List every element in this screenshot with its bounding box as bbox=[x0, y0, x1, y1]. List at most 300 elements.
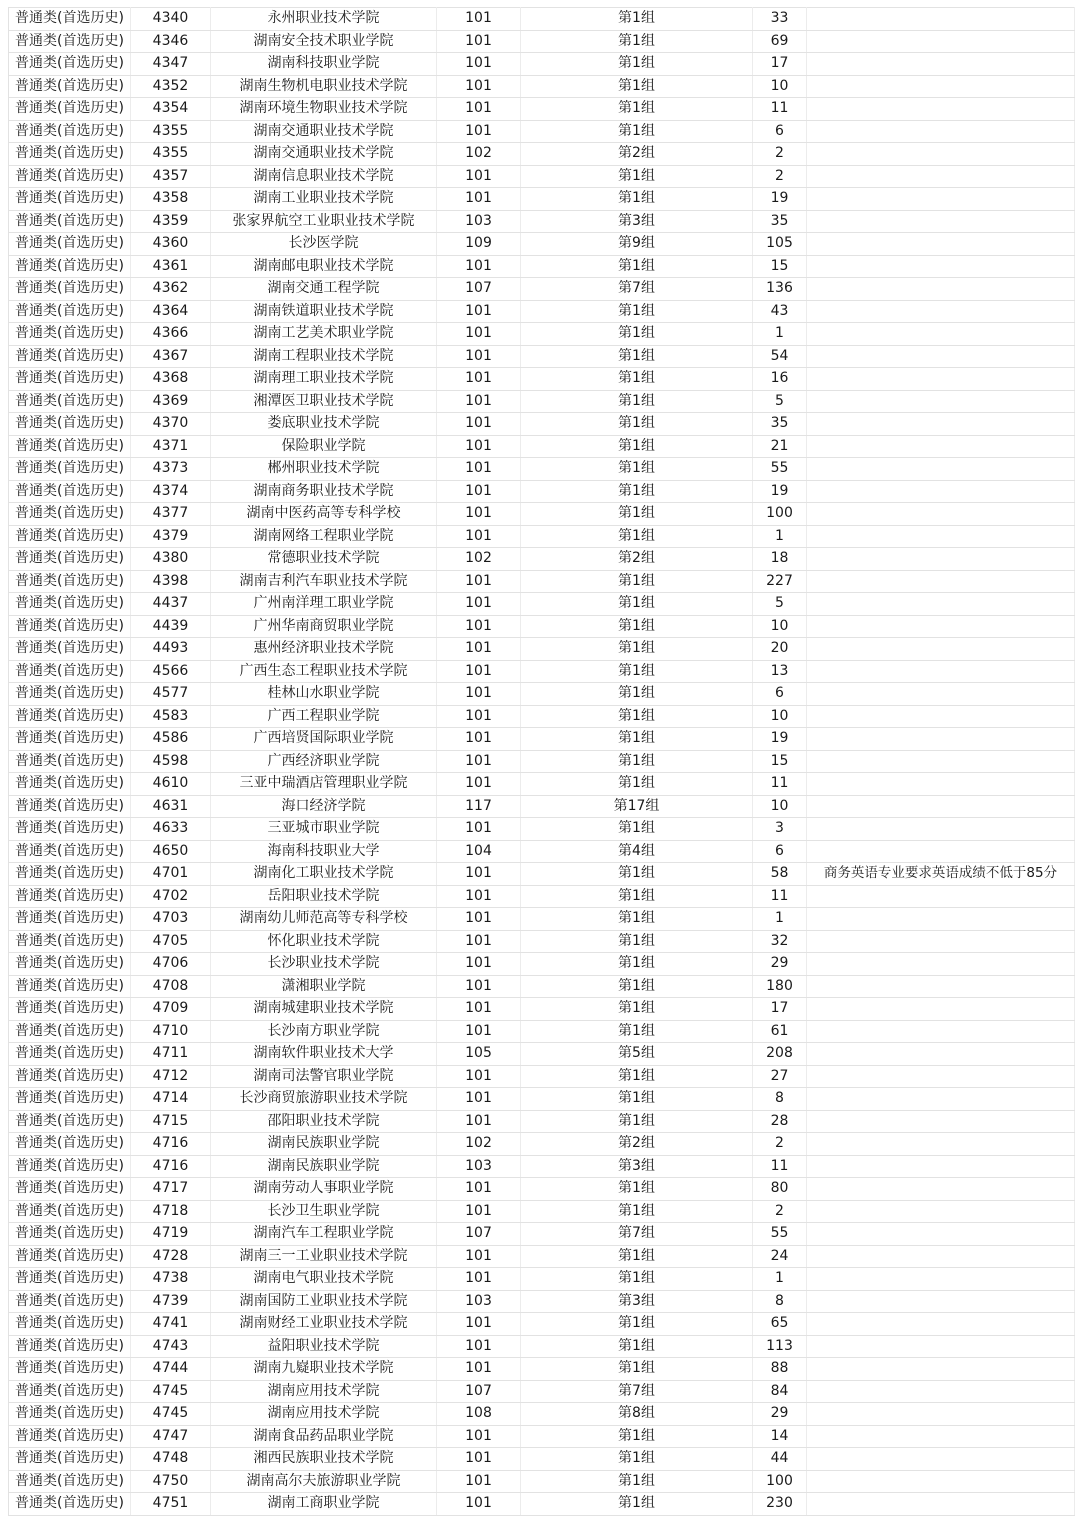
note-cell bbox=[807, 98, 1075, 121]
school-name-cell: 邵阳职业技术学院 bbox=[211, 1110, 437, 1133]
category-cell: 普通类(首选历史) bbox=[9, 1470, 131, 1493]
group-name-cell: 第5组 bbox=[521, 1043, 753, 1066]
school-code-cell: 4368 bbox=[131, 368, 211, 391]
school-code-cell: 4374 bbox=[131, 480, 211, 503]
school-name-cell: 湖南电气职业技术学院 bbox=[211, 1268, 437, 1291]
group-code-cell: 101 bbox=[437, 525, 521, 548]
group-code-cell: 101 bbox=[437, 705, 521, 728]
school-code-cell: 4716 bbox=[131, 1133, 211, 1156]
note-cell bbox=[807, 278, 1075, 301]
school-name-cell: 湖南应用技术学院 bbox=[211, 1380, 437, 1403]
group-code-cell: 103 bbox=[437, 210, 521, 233]
school-code-cell: 4352 bbox=[131, 75, 211, 98]
group-name-cell: 第1组 bbox=[521, 1358, 753, 1381]
category-cell: 普通类(首选历史) bbox=[9, 98, 131, 121]
category-cell: 普通类(首选历史) bbox=[9, 1268, 131, 1291]
school-name-cell: 郴州职业技术学院 bbox=[211, 458, 437, 481]
category-cell: 普通类(首选历史) bbox=[9, 683, 131, 706]
table-row bbox=[9, 930, 1075, 953]
school-name-cell: 湖南民族职业学院 bbox=[211, 1133, 437, 1156]
group-code-cell: 107 bbox=[437, 1380, 521, 1403]
note-cell bbox=[807, 1020, 1075, 1043]
school-name-cell: 湖南理工职业技术学院 bbox=[211, 368, 437, 391]
group-code-cell: 101 bbox=[437, 75, 521, 98]
note-cell: 商务英语专业要求英语成绩不低于85分 bbox=[807, 863, 1075, 886]
plan-count-cell: 100 bbox=[753, 1470, 807, 1493]
school-name-cell: 湖南工艺美术职业学院 bbox=[211, 323, 437, 346]
table-row bbox=[9, 998, 1075, 1021]
category-cell: 普通类(首选历史) bbox=[9, 120, 131, 143]
plan-count-cell: 6 bbox=[753, 120, 807, 143]
group-code-cell: 101 bbox=[437, 885, 521, 908]
plan-count-cell: 1 bbox=[753, 525, 807, 548]
group-name-cell: 第1组 bbox=[521, 53, 753, 76]
table-row bbox=[9, 548, 1075, 571]
group-code-cell: 101 bbox=[437, 1178, 521, 1201]
category-cell: 普通类(首选历史) bbox=[9, 53, 131, 76]
group-name-cell: 第1组 bbox=[521, 390, 753, 413]
school-name-cell: 娄底职业技术学院 bbox=[211, 413, 437, 436]
group-name-cell: 第1组 bbox=[521, 1268, 753, 1291]
group-code-cell: 101 bbox=[437, 638, 521, 661]
table-row bbox=[9, 210, 1075, 233]
school-name-cell: 惠州经济职业技术学院 bbox=[211, 638, 437, 661]
table-row bbox=[9, 885, 1075, 908]
note-cell bbox=[807, 1380, 1075, 1403]
group-name-cell: 第1组 bbox=[521, 98, 753, 121]
category-cell: 普通类(首选历史) bbox=[9, 1403, 131, 1426]
school-code-cell: 4712 bbox=[131, 1065, 211, 1088]
group-code-cell: 101 bbox=[437, 300, 521, 323]
school-code-cell: 4373 bbox=[131, 458, 211, 481]
school-name-cell: 湖南财经工业职业技术学院 bbox=[211, 1313, 437, 1336]
category-cell: 普通类(首选历史) bbox=[9, 143, 131, 166]
note-cell bbox=[807, 773, 1075, 796]
table-row bbox=[9, 1268, 1075, 1291]
category-cell: 普通类(首选历史) bbox=[9, 548, 131, 571]
group-code-cell: 101 bbox=[437, 390, 521, 413]
plan-count-cell: 10 bbox=[753, 75, 807, 98]
group-code-cell: 101 bbox=[437, 120, 521, 143]
table-row bbox=[9, 368, 1075, 391]
table-row bbox=[9, 1043, 1075, 1066]
table-row bbox=[9, 863, 1075, 886]
category-cell: 普通类(首选历史) bbox=[9, 75, 131, 98]
plan-count-cell: 11 bbox=[753, 1155, 807, 1178]
school-name-cell: 湖南中医药高等专科学校 bbox=[211, 503, 437, 526]
group-name-cell: 第1组 bbox=[521, 345, 753, 368]
school-name-cell: 永州职业技术学院 bbox=[211, 8, 437, 31]
group-name-cell: 第3组 bbox=[521, 1290, 753, 1313]
category-cell: 普通类(首选历史) bbox=[9, 458, 131, 481]
plan-count-cell: 14 bbox=[753, 1425, 807, 1448]
school-code-cell: 4379 bbox=[131, 525, 211, 548]
school-code-cell: 4398 bbox=[131, 570, 211, 593]
school-code-cell: 4711 bbox=[131, 1043, 211, 1066]
group-code-cell: 101 bbox=[437, 1335, 521, 1358]
category-cell: 普通类(首选历史) bbox=[9, 323, 131, 346]
group-name-cell: 第1组 bbox=[521, 1493, 753, 1516]
school-name-cell: 潇湘职业学院 bbox=[211, 975, 437, 998]
category-cell: 普通类(首选历史) bbox=[9, 1290, 131, 1313]
school-name-cell: 湖南应用技术学院 bbox=[211, 1403, 437, 1426]
category-cell: 普通类(首选历史) bbox=[9, 998, 131, 1021]
school-code-cell: 4748 bbox=[131, 1448, 211, 1471]
plan-count-cell: 5 bbox=[753, 593, 807, 616]
table-row bbox=[9, 1448, 1075, 1471]
note-cell bbox=[807, 480, 1075, 503]
category-cell: 普通类(首选历史) bbox=[9, 1155, 131, 1178]
plan-count-cell: 29 bbox=[753, 1403, 807, 1426]
group-name-cell: 第3组 bbox=[521, 1155, 753, 1178]
group-code-cell: 101 bbox=[437, 998, 521, 1021]
note-cell bbox=[807, 323, 1075, 346]
school-name-cell: 保险职业学院 bbox=[211, 435, 437, 458]
category-cell: 普通类(首选历史) bbox=[9, 165, 131, 188]
category-cell: 普通类(首选历史) bbox=[9, 975, 131, 998]
school-name-cell: 长沙职业技术学院 bbox=[211, 953, 437, 976]
note-cell bbox=[807, 75, 1075, 98]
school-code-cell: 4715 bbox=[131, 1110, 211, 1133]
group-code-cell: 101 bbox=[437, 480, 521, 503]
category-cell: 普通类(首选历史) bbox=[9, 345, 131, 368]
plan-count-cell: 20 bbox=[753, 638, 807, 661]
table-row bbox=[9, 390, 1075, 413]
group-code-cell: 107 bbox=[437, 278, 521, 301]
group-code-cell: 101 bbox=[437, 1020, 521, 1043]
group-code-cell: 101 bbox=[437, 660, 521, 683]
plan-count-cell: 18 bbox=[753, 548, 807, 571]
category-cell: 普通类(首选历史) bbox=[9, 773, 131, 796]
group-name-cell: 第1组 bbox=[521, 705, 753, 728]
group-name-cell: 第1组 bbox=[521, 953, 753, 976]
plan-count-cell: 21 bbox=[753, 435, 807, 458]
school-code-cell: 4355 bbox=[131, 143, 211, 166]
table-row bbox=[9, 1335, 1075, 1358]
group-code-cell: 101 bbox=[437, 8, 521, 31]
plan-count-cell: 28 bbox=[753, 1110, 807, 1133]
note-cell bbox=[807, 1403, 1075, 1426]
group-code-cell: 101 bbox=[437, 458, 521, 481]
school-code-cell: 4747 bbox=[131, 1425, 211, 1448]
plan-count-cell: 227 bbox=[753, 570, 807, 593]
school-name-cell: 湖南安全技术职业学院 bbox=[211, 30, 437, 53]
table-row bbox=[9, 323, 1075, 346]
plan-count-cell: 24 bbox=[753, 1245, 807, 1268]
group-code-cell: 101 bbox=[437, 1313, 521, 1336]
school-code-cell: 4716 bbox=[131, 1155, 211, 1178]
school-name-cell: 三亚城市职业学院 bbox=[211, 818, 437, 841]
note-cell bbox=[807, 840, 1075, 863]
note-cell bbox=[807, 300, 1075, 323]
plan-count-cell: 8 bbox=[753, 1290, 807, 1313]
plan-count-cell: 2 bbox=[753, 165, 807, 188]
category-cell: 普通类(首选历史) bbox=[9, 1200, 131, 1223]
group-code-cell: 105 bbox=[437, 1043, 521, 1066]
school-code-cell: 4719 bbox=[131, 1223, 211, 1246]
school-code-cell: 4741 bbox=[131, 1313, 211, 1336]
plan-count-cell: 6 bbox=[753, 840, 807, 863]
school-code-cell: 4745 bbox=[131, 1403, 211, 1426]
note-cell bbox=[807, 593, 1075, 616]
school-code-cell: 4347 bbox=[131, 53, 211, 76]
school-name-cell: 长沙卫生职业学院 bbox=[211, 1200, 437, 1223]
school-code-cell: 4739 bbox=[131, 1290, 211, 1313]
group-code-cell: 101 bbox=[437, 53, 521, 76]
school-name-cell: 湖南环境生物职业技术学院 bbox=[211, 98, 437, 121]
note-cell bbox=[807, 165, 1075, 188]
school-code-cell: 4586 bbox=[131, 728, 211, 751]
school-name-cell: 广西经济职业学院 bbox=[211, 750, 437, 773]
school-name-cell: 湖南九嶷职业技术学院 bbox=[211, 1358, 437, 1381]
note-cell bbox=[807, 1448, 1075, 1471]
school-name-cell: 常德职业技术学院 bbox=[211, 548, 437, 571]
plan-count-cell: 32 bbox=[753, 930, 807, 953]
group-code-cell: 101 bbox=[437, 570, 521, 593]
category-cell: 普通类(首选历史) bbox=[9, 1020, 131, 1043]
table-row bbox=[9, 1380, 1075, 1403]
group-code-cell: 101 bbox=[437, 953, 521, 976]
table-row bbox=[9, 278, 1075, 301]
plan-count-cell: 5 bbox=[753, 390, 807, 413]
school-name-cell: 湖南三一工业职业技术学院 bbox=[211, 1245, 437, 1268]
category-cell: 普通类(首选历史) bbox=[9, 638, 131, 661]
category-cell: 普通类(首选历史) bbox=[9, 8, 131, 31]
school-name-cell: 湖南科技职业学院 bbox=[211, 53, 437, 76]
group-name-cell: 第1组 bbox=[521, 1020, 753, 1043]
category-cell: 普通类(首选历史) bbox=[9, 1448, 131, 1471]
group-name-cell: 第1组 bbox=[521, 998, 753, 1021]
group-code-cell: 101 bbox=[437, 503, 521, 526]
school-name-cell: 海南科技职业大学 bbox=[211, 840, 437, 863]
school-name-cell: 湖南民族职业学院 bbox=[211, 1155, 437, 1178]
plan-count-cell: 61 bbox=[753, 1020, 807, 1043]
category-cell: 普通类(首选历史) bbox=[9, 1043, 131, 1066]
group-name-cell: 第2组 bbox=[521, 548, 753, 571]
group-code-cell: 101 bbox=[437, 255, 521, 278]
note-cell bbox=[807, 728, 1075, 751]
plan-count-cell: 3 bbox=[753, 818, 807, 841]
table-row bbox=[9, 30, 1075, 53]
category-cell: 普通类(首选历史) bbox=[9, 705, 131, 728]
group-name-cell: 第1组 bbox=[521, 1200, 753, 1223]
school-name-cell: 广西培贤国际职业学院 bbox=[211, 728, 437, 751]
group-code-cell: 101 bbox=[437, 98, 521, 121]
table-row bbox=[9, 165, 1075, 188]
school-code-cell: 4708 bbox=[131, 975, 211, 998]
group-name-cell: 第1组 bbox=[521, 908, 753, 931]
category-cell: 普通类(首选历史) bbox=[9, 863, 131, 886]
table-row bbox=[9, 1403, 1075, 1426]
table-row bbox=[9, 8, 1075, 31]
group-code-cell: 102 bbox=[437, 548, 521, 571]
note-cell bbox=[807, 930, 1075, 953]
table-row bbox=[9, 143, 1075, 166]
category-cell: 普通类(首选历史) bbox=[9, 750, 131, 773]
school-name-cell: 湖南汽车工程职业学院 bbox=[211, 1223, 437, 1246]
group-code-cell: 101 bbox=[437, 368, 521, 391]
table-row bbox=[9, 75, 1075, 98]
table-row bbox=[9, 413, 1075, 436]
group-name-cell: 第1组 bbox=[521, 188, 753, 211]
group-code-cell: 101 bbox=[437, 1200, 521, 1223]
group-code-cell: 101 bbox=[437, 30, 521, 53]
table-row bbox=[9, 233, 1075, 256]
school-name-cell: 湖南软件职业技术大学 bbox=[211, 1043, 437, 1066]
note-cell bbox=[807, 143, 1075, 166]
category-cell: 普通类(首选历史) bbox=[9, 1110, 131, 1133]
note-cell bbox=[807, 660, 1075, 683]
category-cell: 普通类(首选历史) bbox=[9, 1358, 131, 1381]
table-row bbox=[9, 1110, 1075, 1133]
group-name-cell: 第7组 bbox=[521, 278, 753, 301]
note-cell bbox=[807, 30, 1075, 53]
group-code-cell: 101 bbox=[437, 1110, 521, 1133]
plan-count-cell: 230 bbox=[753, 1493, 807, 1516]
note-cell bbox=[807, 255, 1075, 278]
table-row bbox=[9, 840, 1075, 863]
plan-count-cell: 105 bbox=[753, 233, 807, 256]
table-row bbox=[9, 750, 1075, 773]
table-row bbox=[9, 1493, 1075, 1516]
table-row bbox=[9, 1290, 1075, 1313]
school-name-cell: 桂林山水职业学院 bbox=[211, 683, 437, 706]
school-name-cell: 怀化职业技术学院 bbox=[211, 930, 437, 953]
plan-count-cell: 208 bbox=[753, 1043, 807, 1066]
table-row bbox=[9, 975, 1075, 998]
school-name-cell: 湖南商务职业技术学院 bbox=[211, 480, 437, 503]
school-code-cell: 4583 bbox=[131, 705, 211, 728]
group-name-cell: 第7组 bbox=[521, 1380, 753, 1403]
school-code-cell: 4380 bbox=[131, 548, 211, 571]
note-cell bbox=[807, 818, 1075, 841]
note-cell bbox=[807, 210, 1075, 233]
category-cell: 普通类(首选历史) bbox=[9, 1065, 131, 1088]
group-code-cell: 101 bbox=[437, 1268, 521, 1291]
group-code-cell: 101 bbox=[437, 1493, 521, 1516]
category-cell: 普通类(首选历史) bbox=[9, 1380, 131, 1403]
group-name-cell: 第9组 bbox=[521, 233, 753, 256]
school-name-cell: 益阳职业技术学院 bbox=[211, 1335, 437, 1358]
table-row bbox=[9, 525, 1075, 548]
group-name-cell: 第1组 bbox=[521, 458, 753, 481]
table-row bbox=[9, 1470, 1075, 1493]
category-cell: 普通类(首选历史) bbox=[9, 30, 131, 53]
table-row bbox=[9, 728, 1075, 751]
school-name-cell: 湖南食品药品职业学院 bbox=[211, 1425, 437, 1448]
school-name-cell: 长沙医学院 bbox=[211, 233, 437, 256]
plan-count-cell: 6 bbox=[753, 683, 807, 706]
group-code-cell: 101 bbox=[437, 863, 521, 886]
note-cell bbox=[807, 1133, 1075, 1156]
group-code-cell: 117 bbox=[437, 795, 521, 818]
school-code-cell: 4366 bbox=[131, 323, 211, 346]
school-name-cell: 张家界航空工业职业技术学院 bbox=[211, 210, 437, 233]
school-code-cell: 4714 bbox=[131, 1088, 211, 1111]
category-cell: 普通类(首选历史) bbox=[9, 368, 131, 391]
group-name-cell: 第1组 bbox=[521, 1448, 753, 1471]
note-cell bbox=[807, 413, 1075, 436]
group-name-cell: 第1组 bbox=[521, 638, 753, 661]
note-cell bbox=[807, 368, 1075, 391]
category-cell: 普通类(首选历史) bbox=[9, 503, 131, 526]
group-name-cell: 第1组 bbox=[521, 863, 753, 886]
category-cell: 普通类(首选历史) bbox=[9, 908, 131, 931]
category-cell: 普通类(首选历史) bbox=[9, 525, 131, 548]
school-name-cell: 湘潭医卫职业技术学院 bbox=[211, 390, 437, 413]
group-code-cell: 101 bbox=[437, 1245, 521, 1268]
school-code-cell: 4370 bbox=[131, 413, 211, 436]
group-name-cell: 第1组 bbox=[521, 1470, 753, 1493]
school-name-cell: 湖南网络工程职业学院 bbox=[211, 525, 437, 548]
group-code-cell: 101 bbox=[437, 683, 521, 706]
group-name-cell: 第1组 bbox=[521, 615, 753, 638]
group-name-cell: 第1组 bbox=[521, 593, 753, 616]
table-row bbox=[9, 120, 1075, 143]
plan-count-cell: 44 bbox=[753, 1448, 807, 1471]
note-cell bbox=[807, 683, 1075, 706]
group-code-cell: 101 bbox=[437, 1448, 521, 1471]
group-name-cell: 第1组 bbox=[521, 1245, 753, 1268]
table-body bbox=[9, 8, 1075, 1516]
school-name-cell: 广西工程职业学院 bbox=[211, 705, 437, 728]
school-code-cell: 4371 bbox=[131, 435, 211, 458]
note-cell bbox=[807, 638, 1075, 661]
school-code-cell: 4709 bbox=[131, 998, 211, 1021]
table-row bbox=[9, 660, 1075, 683]
group-code-cell: 102 bbox=[437, 1133, 521, 1156]
group-code-cell: 101 bbox=[437, 908, 521, 931]
school-code-cell: 4717 bbox=[131, 1178, 211, 1201]
table-row bbox=[9, 1313, 1075, 1336]
school-code-cell: 4439 bbox=[131, 615, 211, 638]
group-name-cell: 第1组 bbox=[521, 1088, 753, 1111]
group-code-cell: 101 bbox=[437, 323, 521, 346]
group-name-cell: 第1组 bbox=[521, 503, 753, 526]
table-row bbox=[9, 480, 1075, 503]
school-name-cell: 三亚中瑞酒店管理职业学院 bbox=[211, 773, 437, 796]
table-row bbox=[9, 300, 1075, 323]
note-cell bbox=[807, 1313, 1075, 1336]
school-code-cell: 4340 bbox=[131, 8, 211, 31]
table-row bbox=[9, 435, 1075, 458]
table-row bbox=[9, 615, 1075, 638]
category-cell: 普通类(首选历史) bbox=[9, 615, 131, 638]
table-row bbox=[9, 255, 1075, 278]
category-cell: 普通类(首选历史) bbox=[9, 1493, 131, 1516]
plan-count-cell: 80 bbox=[753, 1178, 807, 1201]
group-code-cell: 101 bbox=[437, 818, 521, 841]
group-name-cell: 第1组 bbox=[521, 480, 753, 503]
group-name-cell: 第8组 bbox=[521, 1403, 753, 1426]
group-name-cell: 第4组 bbox=[521, 840, 753, 863]
group-code-cell: 104 bbox=[437, 840, 521, 863]
group-name-cell: 第1组 bbox=[521, 75, 753, 98]
school-name-cell: 长沙南方职业学院 bbox=[211, 1020, 437, 1043]
plan-count-cell: 88 bbox=[753, 1358, 807, 1381]
note-cell bbox=[807, 548, 1075, 571]
table-row bbox=[9, 1200, 1075, 1223]
table-row bbox=[9, 773, 1075, 796]
group-code-cell: 101 bbox=[437, 345, 521, 368]
note-cell bbox=[807, 1268, 1075, 1291]
group-name-cell: 第17组 bbox=[521, 795, 753, 818]
table-row bbox=[9, 1155, 1075, 1178]
group-code-cell: 107 bbox=[437, 1223, 521, 1246]
school-name-cell: 湖南邮电职业技术学院 bbox=[211, 255, 437, 278]
note-cell bbox=[807, 1043, 1075, 1066]
note-cell bbox=[807, 908, 1075, 931]
